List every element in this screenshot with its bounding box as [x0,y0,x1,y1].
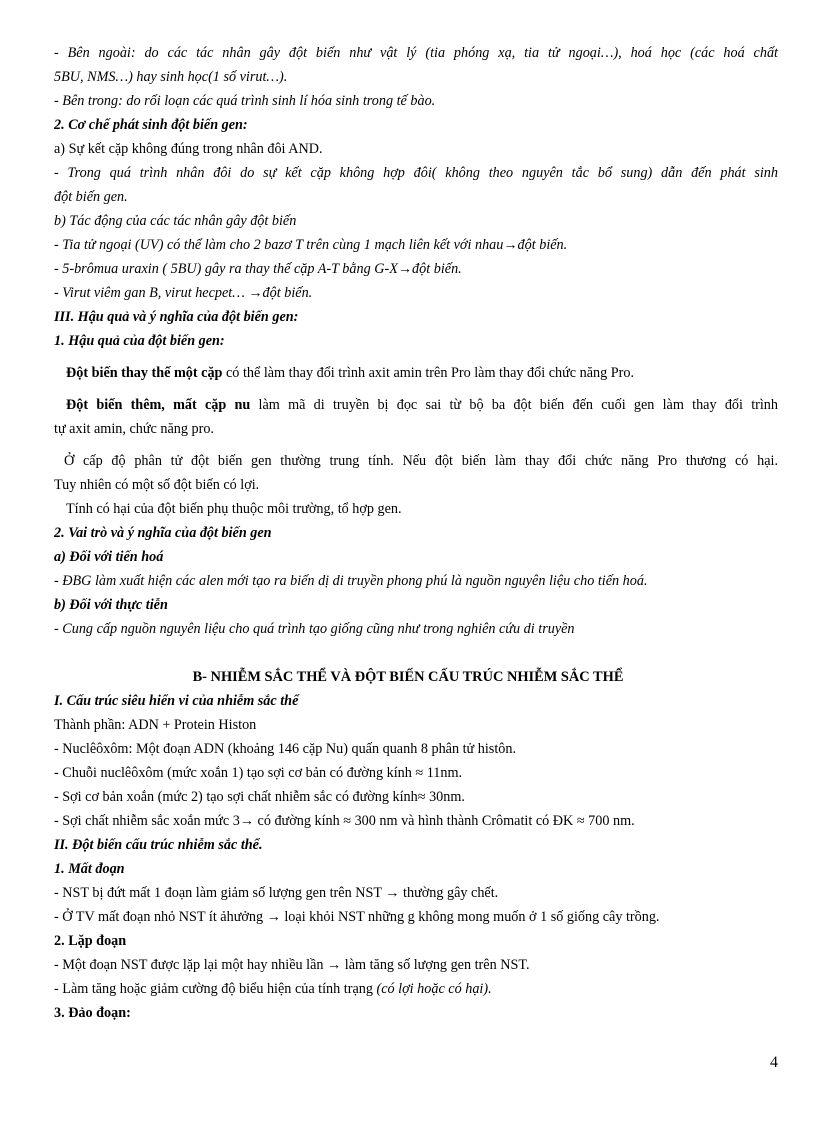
text-line: - 5-brômua uraxin ( 5BU) gây ra thay thế cặp A-T bằng G-X→đột biến. [54,261,462,277]
page-number: 4 [770,1054,778,1071]
text-line [54,980,778,998]
text-span: có thể làm thay đổi trình axit amin trên Pro làm thay đổi chức năng Pro. [222,365,635,381]
section-heading: 2. Vai trò và ý nghĩa của đột biến gen [54,525,272,541]
text-span: - Làm tăng hoặc giảm cường độ biểu hiện của tính trạng [54,981,377,997]
section-heading: III. Hậu quả và ý nghĩa của đột biến gen: [54,309,299,325]
text-line: - ĐBG làm xuất hiện các alen mới tạo ra biến dị di truyền phong phú là nguồn nguyên liệu cho tiến hoá. [54,573,648,589]
text-line: - Tia tử ngoại (UV) có thể làm cho 2 bazơ T trên cùng 1 mạch liên kết với nhau→đột biến. [54,237,568,253]
text-line: tự axit amin, chức năng pro. [54,421,214,437]
section-heading: 1. Mất đoạn [54,861,125,877]
bold-term: Đột biến thêm, mất cặp nu [66,397,251,413]
text-line: - Bên ngoài: do các tác nhân gây đột biến như vật lý (tia phóng xạ, tia tử ngoại…), hoá học (các hoá chất [54,45,778,61]
section-heading: II. Đột biến cấu trúc nhiễm sắc thể. [54,837,263,853]
section-heading: 1. Hậu quả của đột biến gen: [54,333,225,349]
text-line [66,396,778,414]
text-line: - Một đoạn NST được lặp lại một hay nhiều lần → làm tăng số lượng gen trên NST. [54,957,530,973]
text-line: - Bên trong: do rối loạn các quá trình sinh lí hóa sinh trong tế bào. [54,93,436,109]
text-line: - NST bị đứt mất 1 đoạn làm giảm số lượng gen trên NST → thường gây chết. [54,885,499,901]
text-line: 5BU, NMS…) hay sinh học(1 số virut…). [54,69,288,85]
section-heading: 2. Lặp đoạn [54,933,127,949]
section-heading: a) Đối với tiến hoá [54,549,164,565]
chapter-title: B- NHIỄM SẮC THỂ VÀ ĐỘT BIẾN CẤU TRÚC NHIỄM SẮC THỂ [192,669,624,685]
text-line [66,364,778,382]
text-span: làm mã di truyền bị đọc sai từ bộ ba đột biến đến cuối gen làm thay đổi trình [250,397,778,413]
text-line: - Sợi cơ bản xoắn (mức 2) tạo sợi chất nhiễm sắc có đường kính≈ 30nm. [54,789,465,805]
bold-term: Đột biến thay thế một cặp [66,365,223,381]
text-line: - Chuỗi nuclêôxôm (mức xoắn 1) tạo sợi cơ bản có đường kính ≈ 11nm. [54,765,463,781]
text-line: a) Sự kết cặp không đúng trong nhân đôi AND. [54,141,323,157]
text-line: Ở cấp độ phân tử đột biến gen thường trung tính. Nếu đột biến làm thay đổi chức năng Pro thương có hại. [64,453,778,469]
text-line: - Trong quá trình nhân đôi do sự kết cặp không hợp đôi( không theo nguyên tắc bổ sung) dẫn đến phát sinh [54,165,778,181]
text-line: Thành phần: ADN + Protein Histon [54,717,257,733]
text-line: Tính có hại của đột biến phụ thuộc môi trường, tổ hợp gen. [66,501,402,517]
text-line: Tuy nhiên có một số đột biến có lợi. [54,477,260,493]
section-heading: 2. Cơ chế phát sinh đột biến gen: [54,117,248,133]
section-heading: I. Cấu trúc siêu hiển vi của nhiễm sắc thể [54,693,299,709]
text-line: đột biến gen. [54,189,128,205]
italic-note: (có lợi hoặc có hại). [376,981,492,997]
section-heading: b) Đối với thực tiễn [54,597,168,613]
text-line: - Cung cấp nguồn nguyên liệu cho quá trình tạo giống cũng như trong nghiên cứu di truyền [54,621,575,637]
text-line: - Nuclêôxôm: Một đoạn ADN (khoảng 146 cặp Nu) quấn quanh 8 phân tử histôn. [54,741,517,757]
text-line: - Ở TV mất đoạn nhỏ NST ít ảhưởng → loại khỏi NST những g không mong muốn ở 1 số giống cây trồng. [54,909,660,925]
text-line: b) Tác động của các tác nhân gây đột biến [54,213,297,229]
text-line: - Sợi chất nhiễm sắc xoắn mức 3→ có đường kính ≈ 300 nm và hình thành Crômatit có ĐK ≈ 700 nm. [54,813,635,829]
text-line: - Virut viêm gan B, virut hecpet… →đột biến. [54,285,313,301]
section-heading: 3. Đảo đoạn: [54,1005,131,1021]
